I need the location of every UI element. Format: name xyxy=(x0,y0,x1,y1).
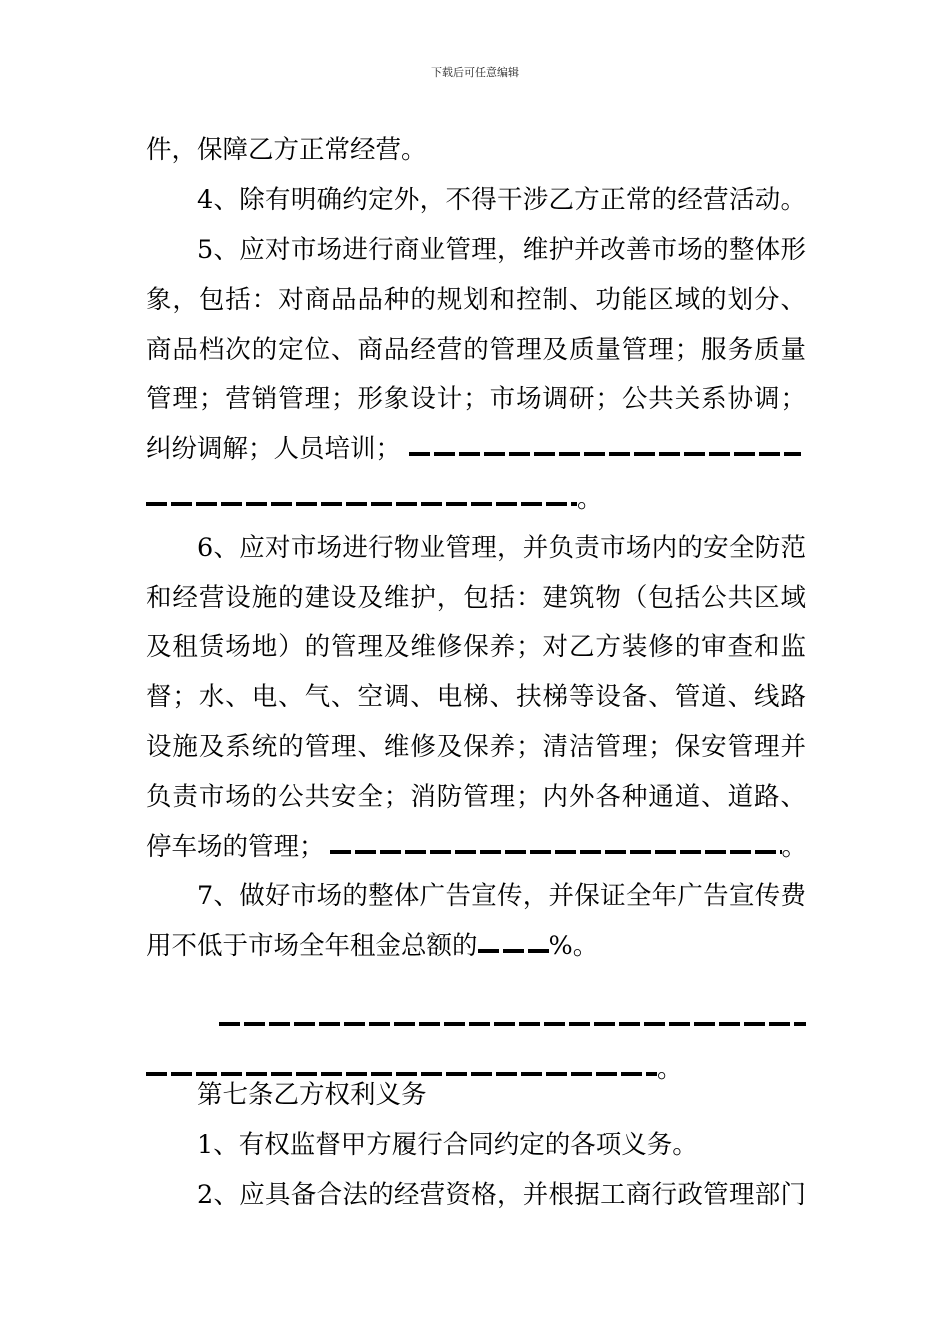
clause-6-5: 5、应对市场进行商业管理，维护并改善市场的整体形 xyxy=(197,235,806,265)
text-line: 管理；营销管理；形象设计；市场调研；公共关系协调； xyxy=(146,384,806,414)
text-line: 商品档次的定位、商品经营的管理及质量管理；服务质量 xyxy=(146,335,806,365)
line-text: 纠纷调解；人员培训； xyxy=(146,434,402,464)
text-line xyxy=(146,424,806,474)
blank-fill-line xyxy=(219,1022,806,1026)
text-line: 负责市场的公共安全；消防管理；内外各种通道、道路、 xyxy=(146,782,806,812)
line-text: 。 xyxy=(657,1054,683,1084)
text-line: 件，保障乙方正常经营。 xyxy=(146,135,427,165)
blank-fill-line xyxy=(146,502,577,506)
text-line xyxy=(146,921,806,971)
text-line: 和经营设施的建设及维护，包括：建筑物（包括公共区域 xyxy=(146,583,806,613)
blank-fill-line xyxy=(409,452,801,456)
clause-7-2: 2、应具备合法的经营资格，并根据工商行政管理部门 xyxy=(197,1180,806,1210)
blank-fill-line xyxy=(478,949,549,953)
text-line: 及租赁场地）的管理及维修保养；对乙方装修的审查和监 xyxy=(146,632,806,662)
line-text: 停车场的管理； xyxy=(146,832,325,862)
line-text: 。 xyxy=(781,832,808,862)
text-line xyxy=(146,474,806,524)
line-text: 。 xyxy=(577,484,603,514)
text-line: 督；水、电、气、空调、电梯、扶梯等设备、管道、线路 xyxy=(146,682,806,712)
line-text: 用不低于市场全年租金总额的 xyxy=(146,931,478,961)
blank-fill-line xyxy=(330,850,782,854)
article-7-heading: 第七条乙方权利义务 xyxy=(197,1080,427,1110)
clause-7-1: 1、有权监督甲方履行合同约定的各项义务。 xyxy=(197,1130,698,1160)
clause-6-7: 7、做好市场的整体广告宣传，并保证全年广告宣传费 xyxy=(197,881,806,911)
line-text: %。 xyxy=(548,931,599,961)
blank-line xyxy=(219,994,806,1044)
text-line: 象，包括：对商品品种的规划和控制、功能区域的划分、 xyxy=(146,285,806,315)
clause-6-6: 6、应对市场进行物业管理，并负责市场内的安全防范 xyxy=(197,533,806,563)
text-line xyxy=(146,822,806,872)
clause-6-4: 4、除有明确约定外，不得干涉乙方正常的经营活动。 xyxy=(197,185,806,215)
page-header: 下载后可任意编辑 xyxy=(431,66,519,79)
text-line: 设施及系统的管理、维修及保养；清洁管理；保安管理并 xyxy=(146,732,806,762)
